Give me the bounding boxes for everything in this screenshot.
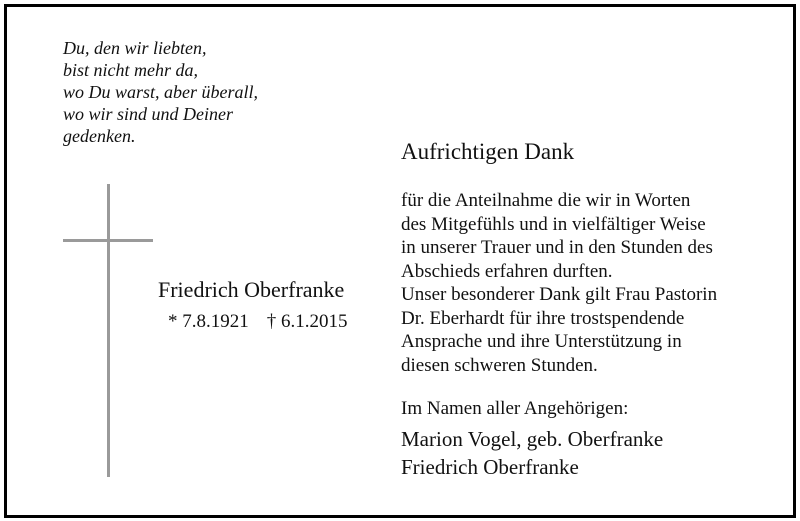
- cross-icon-crossbar: [63, 239, 153, 242]
- poem-line: wo Du warst, aber überall,: [63, 82, 259, 102]
- life-dates: [168, 310, 348, 334]
- thanks-heading: Aufrichtigen Dank: [401, 139, 575, 164]
- thanks-line: Dr. Eberhardt für ihre trostspendende: [401, 307, 685, 329]
- poem-line: gedenken.: [63, 126, 136, 146]
- cross-icon: [107, 184, 110, 477]
- poem-line: Du, den wir liebten,: [63, 38, 207, 58]
- signoff-names: [401, 425, 663, 481]
- signatory-name: Marion Vogel, geb. Oberfranke: [401, 427, 664, 451]
- poem-line: bist nicht mehr da,: [63, 60, 198, 80]
- thanks-line: für die Anteilnahme die wir in Worten: [401, 190, 691, 211]
- thanks-text: [401, 189, 717, 377]
- thanks-line: Ansprache und ihre Unterstützung in: [401, 331, 682, 352]
- thanks-line: Abschieds erfahren durften.: [401, 260, 613, 282]
- death-date: † 6.1.2015: [266, 311, 348, 332]
- thanks-line: des Mitgefühls und in vielfältiger Weise: [401, 213, 706, 235]
- deceased-name: Friedrich Oberfranke: [158, 277, 345, 302]
- thanks-line: Unser besonderer Dank gilt Frau Pastorin: [401, 284, 718, 305]
- poem-line: wo wir sind und Deiner: [63, 104, 234, 124]
- signatory-name: Friedrich Oberfranke: [401, 455, 579, 479]
- birth-date: * 7.8.1921: [168, 311, 249, 332]
- thanks-line: in unserer Trauer und in den Stunden des: [401, 237, 713, 258]
- memorial-poem: [63, 37, 258, 147]
- thanks-line: diesen schweren Stunden.: [401, 354, 598, 376]
- signoff-intro: Im Namen aller Angehörigen:: [401, 398, 629, 419]
